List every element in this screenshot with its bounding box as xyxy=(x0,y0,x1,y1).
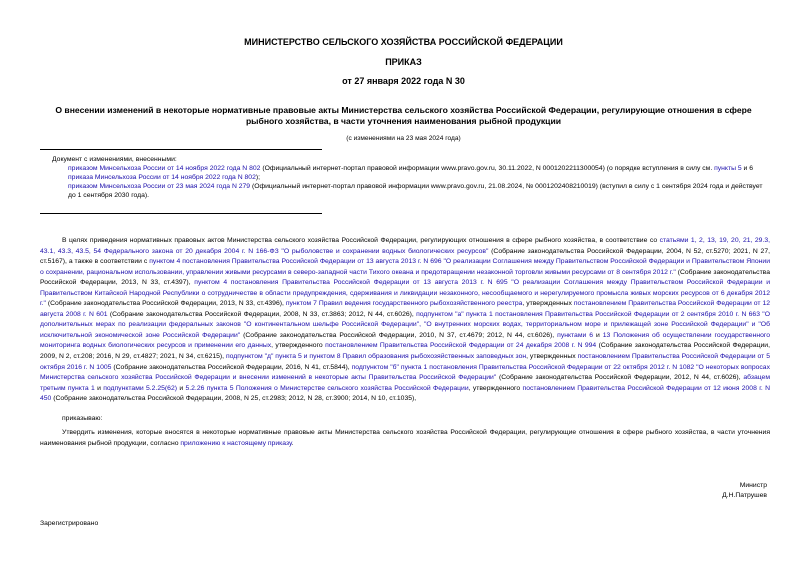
amendment-link-order[interactable]: приказа Минсельхоза России от 14 ноября 2022 года N 802 xyxy=(68,174,256,181)
preamble-text: (Собрание законодательства Российской Федерации, 2008, N 25, ст.2983; 2012, N 28, ст.3900; 2014, N 10, ст.1035), xyxy=(51,395,417,403)
paragraph-three-link[interactable]: абзацем третьим пункта 1 xyxy=(40,374,771,392)
ministry-heading: МИНИСТЕРСТВО СЕЛЬСКОГО ХОЗЯЙСТВА РОССИЙСКОЙ ФЕДЕРАЦИИ xyxy=(244,37,563,47)
registry-rules-link[interactable]: пунктом 7 Правил ведения государственного рыбохозяйственного реестра xyxy=(285,300,523,308)
preamble-text: (Собрание законодательства Российской Федерации, 2010, N 37, ст.4679; 2012, N 44, ст.6026), xyxy=(240,331,558,339)
amendments-heading: Документ с изменениями, внесенными: xyxy=(52,156,177,163)
preamble-text: (Собрание законодательства Российской Федерации, 2013, N 33, ст.4397), xyxy=(40,268,770,287)
preamble-text: , утвержденных xyxy=(522,300,574,308)
preamble-text: (Собрание законодательства Российской Федерации, 2016, N 41, ст.5844), xyxy=(111,363,352,371)
points-6-link[interactable]: пунктами 6 xyxy=(557,331,594,339)
resolution-663-link[interactable]: подпунктом "а" пункта 1 постановления Правительства Российской Федерации от 2 сентября 2010 г. N 663 "О дополнительных мерах по реализации федеральных законов "О континентальном шельфе Российской Федерации", "О внутренних морских водах, территориальном море и прилежащей зоне Российской Федерации" и "Об исключительной экономической зоне Российской Федерации" xyxy=(40,310,770,339)
reserve-zones-rules-link[interactable]: подпунктом "д" пункта 5 и пунктом 8 Правил образования рыбохозяйственных заповедных зон xyxy=(226,353,527,361)
preamble-text: , утвержденных xyxy=(526,353,578,361)
amendment-entry-1 xyxy=(52,164,770,182)
signature-role: Министр xyxy=(739,482,767,489)
amendments-block xyxy=(52,155,770,200)
approve-end: . xyxy=(291,439,294,447)
approve-paragraph xyxy=(40,428,770,449)
divider-top xyxy=(40,149,322,150)
amendment-text-end: ); xyxy=(255,174,261,181)
law-link[interactable]: статьями 1, 2, 13, 19, 20, 21, 29.3, 43.1, 43.3, 43.5, 54 Федерального закона от 20 декабря 2004 г. N 166-ФЗ "О рыболовстве и сохранении водных биологических ресурсов" xyxy=(40,237,770,255)
preamble-text: (Собрание законодательства Российской Федерации, 2008, N 33, ст.3863; 2012, N 44, ст.6026), xyxy=(107,310,417,318)
preamble-text: , утвержденного xyxy=(468,384,523,392)
amendment-text-1: (Официальный интернет-портал правовой информации www.pravo.gov.ru, 30.11.2022, N 0001202211300054) (о порядке вступления в силу см. xyxy=(260,165,715,172)
preamble-text: (Собрание законодательства Российской Федерации, 2013, N 33, ст.4396), xyxy=(45,300,286,308)
preamble-text: (Собрание законодательства Российской Федерации, 2009, N 2, ст.208; 2016, N 29, ст.4827; 2021, N 34, ст.6215), xyxy=(40,342,770,361)
amendment-link-1[interactable]: приказом Минсельхоза России от 14 ноября 2022 года N 802 xyxy=(68,165,261,172)
amendment-text-2: (Официальный интернет-портал правовой информации www.pravo.gov.ru, 21.08.2024, № 0001202408210019) (вступил в силу с 1 сентября 2024 года и действует до 1 сентября 2030 года). xyxy=(68,183,763,199)
preamble-text: и xyxy=(177,384,186,392)
resolution-601-link[interactable]: постановлением Правительства Российской Федерации от 12 августа 2008 г. N 601 xyxy=(40,300,771,318)
amendment-text-mid: и 6 xyxy=(741,165,754,172)
preamble-text: (Собрание законодательства Российской Федерации, 2004, N 52, ст.5270; 2021, N 27, ст.5167), а также в соответствии с xyxy=(40,247,770,266)
resolution-450-link[interactable]: постановлением Правительства Российской Федерации от 12 июня 2008 г. N 450 xyxy=(40,384,770,403)
ministry-regulation-link[interactable]: 5.2.26 пункта 5 Положения о Министерстве сельского хозяйства Российской Федерации xyxy=(185,384,469,392)
resolution-994-link[interactable]: постановлением Правительства Российской Федерации от 24 декабря 2008 г. N 994 xyxy=(325,342,597,350)
preamble-text: , утвержденного xyxy=(271,342,326,350)
subpoints-link[interactable]: подпунктами 5.2.25(62) xyxy=(103,384,177,392)
resolution-695-link[interactable]: пунктом 4 постановления Правительства Российской Федерации от 13 августа 2013 г. N 695 "О реализации Соглашения между Правительством Российской Федерации и Правительством Китайской Народной Республики о сотрудничестве в области предупреждения, сдерживания и ликвидации незаконного, несообщаемого и нерегулируемого промысла живых морских ресурсов от 6 декабря 2012 г." xyxy=(40,279,770,308)
order-word: приказываю: xyxy=(62,415,103,422)
registered-label: Зарегистрировано xyxy=(40,520,99,527)
signature-name: Д.Н.Патрушев xyxy=(722,492,767,499)
amendment-link-points[interactable]: пункты 5 xyxy=(714,165,742,172)
resolution-696-link[interactable]: пунктом 4 постановления Правительства Российской Федерации от 13 августа 2013 г. N 696 "О реализации Соглашения между Правительством Российской Федерации и Правительством Японии о сохранении, рациональном использовании, управлении живыми ресурсами в северо-западной части Тихого океана и предотвращении незаконной торговли живыми ресурсами от 8 сентября 2012 г." xyxy=(40,258,770,276)
preamble-text: В целях приведения нормативных правовых актов Министерства сельского хозяйства Российской Федерации, регулирующих отношения в сфере рыбного хозяйства, в соответствие со xyxy=(62,237,660,244)
appendix-link[interactable]: приложению к настоящему приказу xyxy=(180,439,292,447)
preamble-text: и xyxy=(593,331,603,339)
edition-note: (с изменениями на 23 мая 2024 года) xyxy=(346,135,461,142)
amendment-entry-2 xyxy=(52,182,770,200)
preamble-paragraph xyxy=(40,236,770,405)
resolution-1082-link[interactable]: подпунктом "б" пункта 1 постановления Правительства Российской Федерации от 22 октября 2012 г. N 1082 "О некоторых вопросах Министерства сельского хозяйства Российской Федерации и внесении изменений в некоторые акты Правительства Российской Федерации" xyxy=(40,363,770,382)
approve-text: Утвердить изменения, которые вносятся в некоторые нормативные правовые акты Министерства сельского хозяйства Российской Федерации, регулирующие отношения в сфере рыбного хозяйства, в части уточнения наименования рыбной продукции, согласно xyxy=(40,429,770,447)
document-title: О внесении изменений в некоторые нормативные правовые акты Министерства сельского хозяйства Российской Федерации, регулирующие отношения в сфере рыбного хозяйства, в части уточнения наименования рыбной продукции xyxy=(55,105,752,126)
monitoring-regulation-link[interactable]: 13 Положения об осуществлении государственного мониторинга водных биологических ресурсов и применении его данных xyxy=(40,331,770,350)
divider-bottom xyxy=(40,213,322,214)
document-type: ПРИКАЗ xyxy=(385,57,422,67)
preamble-text: (Собрание законодательства Российской Федерации, 2012, N 44, ст.6026), xyxy=(496,374,744,382)
preamble-text: и xyxy=(94,384,104,392)
document-date-number: от 27 января 2022 года N 30 xyxy=(342,76,465,86)
resolution-1005-link[interactable]: постановлением Правительства Российской Федерации от 5 октября 2016 г. N 1005 xyxy=(40,353,770,371)
amendment-link-2[interactable]: приказом Минсельхоза России от 23 мая 2024 года N 279 xyxy=(68,183,251,190)
